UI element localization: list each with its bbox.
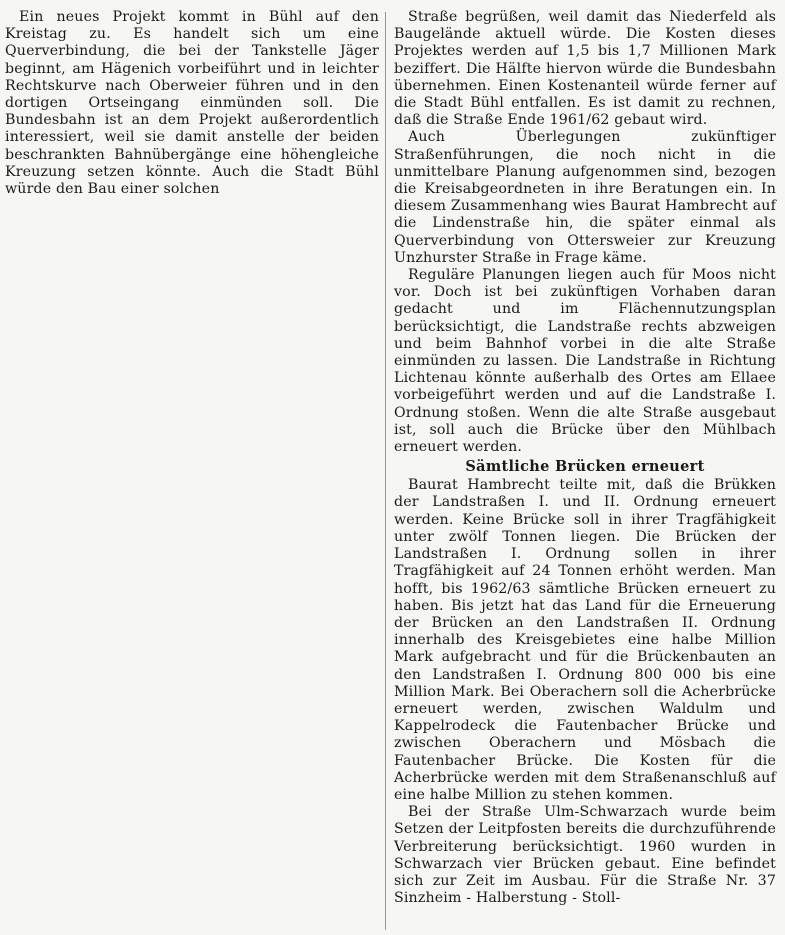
paragraph: Straße begrüßen, weil damit das Niederfeld als Baugelände aktuell würde. Die Kosten dieses Projektes werden auf 1,5 bis 1,7 Millionen Mark beziffert. Die Hälfte hiervon würde die Bundesbahn übernehmen. Einen Kostenanteil würde ferner auf die Stadt Bühl entfallen. Es ist damit zu rechnen, daß die Straße Ende 1961/62 gebaut wird. (394, 9, 776, 129)
column-divider (385, 12, 386, 930)
paragraph: Baurat Hambrecht teilte mit, daß die Brükken der Landstraßen I. und II. Ordnung erneuert werden. Keine Brücke soll in ihrer Tragfähigkeit unter zwölf Tonnen liegen. Die Brücken der Landstraßen I. Ordnung sollen in ihrer Tragfähigkeit auf 24 Tonnen erhöht werden. Man hofft, bis 1962/63 sämtliche Brücken erneuert zu haben. Bis jetzt hat das Land für die Erneuerung der Brücken an den Landstraßen II. Ordnung innerhalb des Kreisgebietes eine halbe Million Mark aufgebracht und für die Brückenbauten an den Landstraßen I. Ordnung 800 000 bis eine Million Mark. Bei Oberachern soll die Acherbrücke erneuert werden, zwischen Waldulm und Kappelrodeck die Fautenbacher Brücke und zwischen Oberachern und Mösbach die Fautenbacher Brücke. Die Kosten für die Acherbrücke werden mit dem Straßenanschluß auf eine halbe Million zu stehen kommen. (394, 477, 776, 803)
paragraph: Reguläre Planungen liegen auch für Moos nicht vor. Doch ist bei zukünftigen Vorhaben daran gedacht und im Flächennutzungsplan berücksichtigt, die Landstraße rechts abzweigen und beim Bahnhof vorbei in die alte Straße einmünden zu lassen. Die Landstraße in Richtung Lichtenau könnte außerhalb des Ortes am Ellaee vorbeigeführt werden und auf die Landstraße I. Ordnung stoßen. Wenn die alte Straße ausgebaut ist, soll auch die Brücke über den Mühlbach erneuert werden. (394, 267, 776, 456)
paragraph: Bei der Straße Ulm-Schwarzach wurde beim Setzen der Leitpfosten bereits die durchzuführende Verbreiterung berücksichtigt. 1960 wurden in Schwarzach vier Brücken gebaut. Eine befindet sich zur Zeit im Ausbau. Für die Straße Nr. 37 Sinzheim - Halberstung - Stoll- (394, 804, 776, 907)
left-column (5, 9, 379, 198)
paragraph: Ein neues Projekt kommt in Bühl auf den Kreistag zu. Es handelt sich um eine Querverbindung, die bei der Tankstelle Jäger beginnt, am Hägenich vorbeiführt und in leichter Rechtskurve nach Oberweier führen und in den dortigen Ortseingang einmünden soll. Die Bundesbahn ist an dem Projekt außerordentlich interessiert, weil sie damit anstelle der beiden beschrankten Bahnübergänge eine höhengleiche Kreuzung setzen könnte. Auch die Stadt Bühl würde den Bau einer solchen (5, 9, 379, 198)
section-heading: Sämtliche Brücken erneuert (465, 458, 705, 476)
paragraph: Auch Überlegungen zukünftiger Straßenführungen, die noch nicht in die unmittelbare Planung aufgenommen sind, bezogen die Kreisabgeordneten in ihre Beratungen ein. In diesem Zusammenhang wies Baurat Hambrecht auf die Lindenstraße hin, die später einmal als Querverbindung von Ottersweier zur Kreuzung Unzhurster Straße in Frage käme. (394, 129, 776, 266)
right-column (394, 9, 776, 907)
